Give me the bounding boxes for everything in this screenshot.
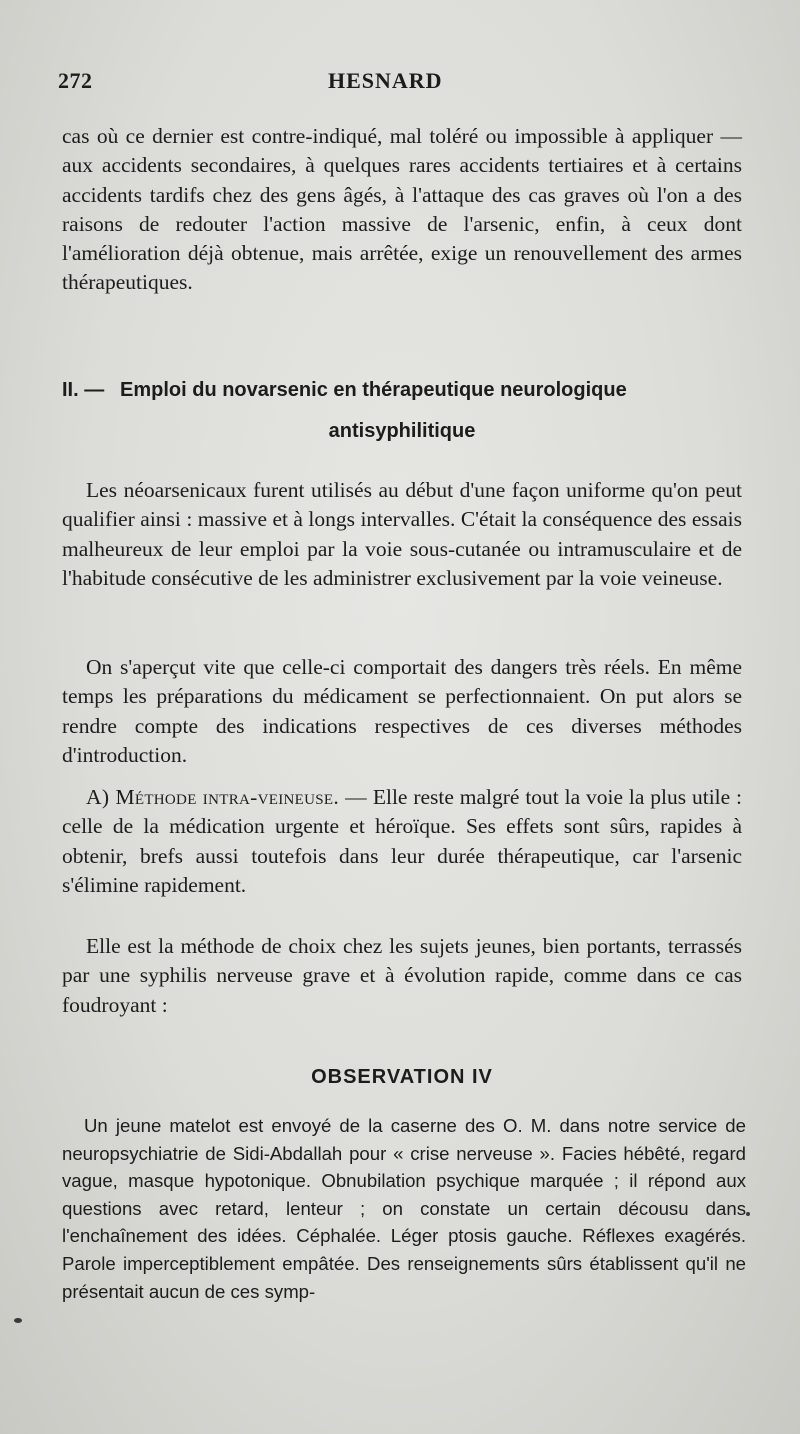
paragraph-2-block (62, 653, 742, 770)
observation-title: OBSERVATION IV (311, 1066, 493, 1088)
observation-text: Un jeune matelot est envoyé de la caserne des O. M. dans notre service de neuropsychiatrie de Sidi-Abdallah pour « crise nerveuse ». Facies hébêté, regard vague, masque hypotonique. Obnubilation psychique marquée ; il répond aux questions avec retard, lenteur ; on constate un certain décousu dans l'enchaînement des idées. Céphalée. Léger ptosis gauche. Réflexes exagérés. Parole imperceptiblement empâtée. Des renseignements sûrs établissent qu'il ne présentait aucun de ces symp- (62, 1115, 746, 1302)
page-header (58, 68, 738, 102)
observation-block (62, 1112, 746, 1305)
running-head: HESNARD (328, 68, 443, 93)
method-label: A) Méthode intra-veineuse. — (86, 785, 367, 809)
paragraph-3 (62, 783, 742, 900)
paragraph-4-block (62, 932, 742, 1020)
page-number: 272 (58, 68, 93, 93)
paragraph-3-block (62, 783, 742, 900)
section-heading (62, 370, 742, 452)
section-number: II. — (62, 379, 105, 401)
section-title-line2: antisyphilitique (328, 420, 476, 442)
intro-paragraph: cas où ce dernier est contre-indiqué, mal toléré ou impossible à appliquer — aux accidents secondaires, à quelques rares accidents tertiaires et à certains accidents tardifs chez des gens âgés, à l'attaque des cas graves où l'on a des raisons de redouter l'action massive de l'arsenic, enfin, à ceux dont l'amélioration déjà obtenue, mais arrêtée, exige un renouvellement des armes thérapeutiques. (62, 124, 742, 295)
print-speck (746, 1212, 750, 1216)
intro-paragraph-block (62, 122, 742, 298)
paragraph-2: On s'aperçut vite que celle-ci comportait des dangers très réels. En même temps les préparations du médicament se perfectionnaient. On put alors se rendre compte des indications respectives de ces diverses méthodes d'introduction. (62, 655, 742, 767)
paragraph-3-text: Elle reste malgré tout la voie la plus utile : celle de la médication urgente et héroïque. Ses effets sont sûrs, rapides à obtenir, brefs aussi toutefois dans leur durée thérapeutique, car l'arsenic s'élimine rapidement. (62, 785, 743, 897)
paragraph-1-block (62, 476, 742, 593)
section-title-line1: Emploi du novarsenic en thérapeutique neurologique (120, 379, 627, 401)
paragraph-1: Les néoarsenicaux furent utilisés au début d'une façon uniforme qu'on peut qualifier ainsi : massive et à longs intervalles. C'était la conséquence des essais malheureux de leur emploi par la voie sous-cutanée ou intramusculaire et de l'habitude consécutive de les administrer exclusivement par la voie veineuse. (62, 478, 742, 590)
paragraph-4: Elle est la méthode de choix chez les sujets jeunes, bien portants, terrassés par une syphilis nerveuse grave et à évolution rapide, comme dans ce cas foudroyant : (62, 934, 742, 1017)
print-speck (14, 1318, 22, 1323)
